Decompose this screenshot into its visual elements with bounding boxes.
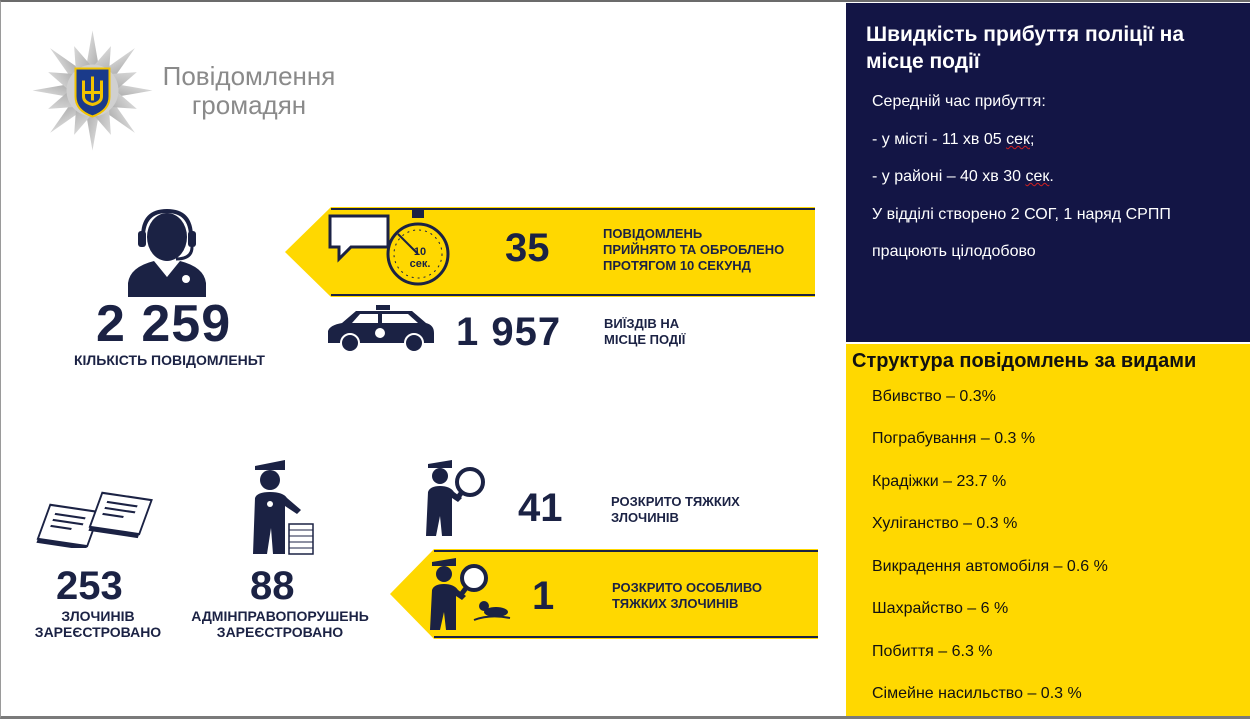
structure-item: Побиття – 6.3 %: [872, 643, 993, 660]
detective-magnifier-icon: [422, 458, 488, 538]
arrival-city-suffix: ;: [1030, 131, 1035, 148]
department-units: У відділі створено 2 СОГ, 1 наряд СРПП: [872, 206, 1171, 223]
solved-grave-caption: [611, 494, 740, 526]
police-star-logo: [30, 28, 155, 153]
avg-arrival-label: Середній час прибуття:: [872, 93, 1046, 110]
structure-item: Викрадення автомобіля – 0.6 %: [872, 558, 1108, 575]
arrival-district-unit: сек: [1025, 168, 1050, 185]
crimes-count: 253: [56, 564, 123, 608]
crimes-line1: ЗЛОЧИНІВ: [61, 608, 135, 624]
structure-item: Вбивство – 0.3%: [872, 388, 996, 405]
report-structure-panel: [846, 344, 1250, 716]
reports-count: 2 259: [96, 295, 232, 353]
structure-item: Крадіжки – 23.7 %: [872, 473, 1007, 490]
fast-processed-line3: ПРОТЯГОМ 10 СЕКУНД: [603, 258, 751, 273]
fast-processed-caption: [603, 226, 784, 274]
arrival-speed-panel: [846, 3, 1250, 342]
structure-item: Сімейне насильство – 0.3 %: [872, 685, 1082, 702]
departures-line2: МІСЦЕ ПОДІЇ: [604, 332, 686, 347]
departures-caption: [604, 316, 685, 348]
arrival-district-text: - у районі – 40 хв 30: [872, 168, 1026, 185]
admin-caption: [184, 608, 376, 640]
fast-processed-line2: ПРИЙНЯТО ТА ОБРОБЛЕНО: [603, 242, 785, 257]
logo-title: [154, 62, 344, 120]
admin-line1: АДМІНПРАВОПОРУШЕНЬ: [191, 608, 369, 624]
arrival-district: [872, 168, 1054, 186]
reports-caption: КІЛЬКІСТЬ ПОВІДОМЛЕНЬТ: [74, 352, 265, 368]
arrival-district-suffix: .: [1049, 168, 1054, 185]
solved-grave-line1: РОЗКРИТО ТЯЖКИХ: [611, 494, 740, 509]
police-car-icon: [324, 305, 438, 353]
crimes-caption: [34, 608, 162, 640]
structure-item: Хуліганство – 0.3 %: [872, 515, 1018, 532]
police-officer-icon: [245, 458, 317, 558]
crimes-line2: ЗАРЕЄСТРОВАНО: [34, 624, 162, 640]
stopwatch-label-value: 10: [413, 246, 427, 258]
report-structure-title: Структура повідомлень за видами: [852, 350, 1197, 372]
structure-item: Шахрайство – 6 %: [872, 600, 1009, 617]
departures-line1: ВИЇЗДІВ НА: [604, 316, 680, 331]
chat-bubble-icon: [327, 213, 391, 263]
solved-especially-caption: [612, 580, 762, 612]
logo-title-line1: Повідомлення: [162, 61, 336, 91]
documents-stack-icon: [30, 486, 166, 548]
fast-processed-count: 35: [505, 226, 550, 270]
fast-processed-line1: ПОВІДОМЛЕНЬ: [603, 226, 703, 241]
round-the-clock: працюють цілодобово: [872, 243, 1036, 260]
solved-grave-count: 41: [518, 486, 563, 530]
arrival-city-unit: сек: [1006, 131, 1031, 148]
departures-count: 1 957: [456, 310, 562, 354]
solved-especially-count: 1: [532, 574, 555, 618]
operator-headset-icon: [126, 207, 208, 297]
arrival-city-text: - у місті - 11 хв 05: [872, 131, 1007, 148]
structure-item: Пограбування – 0.3 %: [872, 430, 1036, 447]
solved-especially-line1: РОЗКРИТО ОСОБЛИВО: [612, 580, 762, 595]
admin-line2: ЗАРЕЄСТРОВАНО: [216, 624, 344, 640]
stopwatch-label: [404, 246, 436, 270]
admin-count: 88: [250, 564, 295, 608]
detective-crime-scene-icon: [428, 556, 514, 632]
logo-title-line2: громадян: [191, 90, 307, 120]
solved-grave-line2: ЗЛОЧИНІВ: [611, 510, 679, 525]
solved-especially-line2: ТЯЖКИХ ЗЛОЧИНІВ: [612, 596, 739, 611]
arrival-city: [872, 131, 1034, 149]
arrival-speed-title: Швидкість прибуття поліції на місце події: [866, 23, 1185, 73]
stopwatch-label-unit: сек.: [409, 258, 431, 270]
